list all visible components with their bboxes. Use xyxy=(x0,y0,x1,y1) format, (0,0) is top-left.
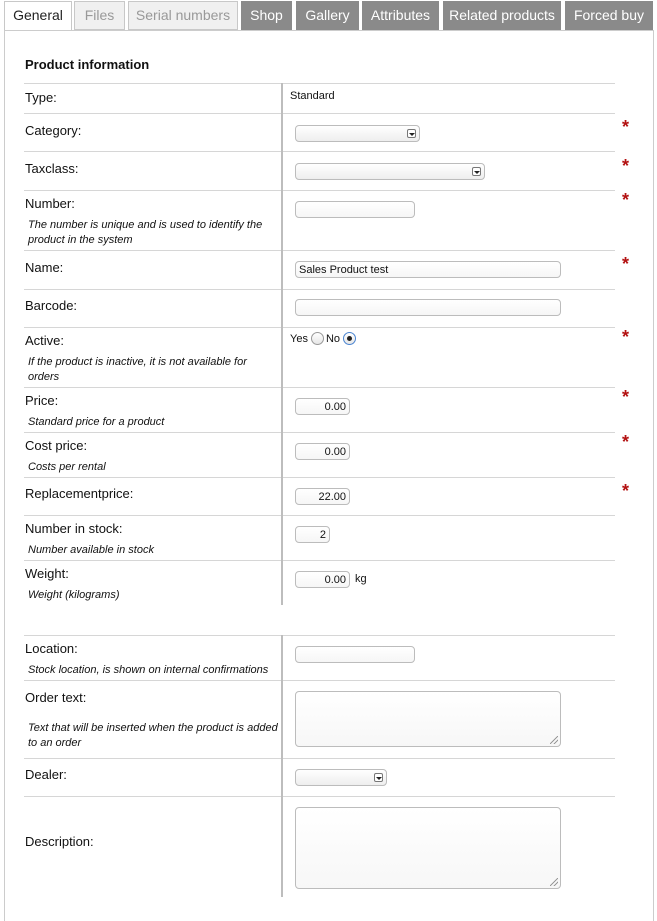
barcode-input[interactable] xyxy=(295,299,561,316)
active-radio-group xyxy=(290,332,358,345)
active-hint: If the product is inactive, it is not available for orders xyxy=(28,356,247,383)
divider xyxy=(24,113,615,114)
column-divider xyxy=(281,635,283,897)
order-text-textarea[interactable] xyxy=(295,691,561,747)
tab-general[interactable]: General xyxy=(4,1,72,31)
location-hint: Stock location, is shown on internal confirmations xyxy=(28,664,269,676)
required-icon: * xyxy=(622,254,630,274)
taxclass-label: Taxclass: xyxy=(25,161,79,176)
divider xyxy=(24,635,615,636)
chevron-down-icon xyxy=(472,167,481,176)
price-input[interactable] xyxy=(295,398,350,415)
required-icon: * xyxy=(622,117,630,137)
order-text-hint: Text that will be inserted when the product is added to an order xyxy=(28,722,278,749)
divider xyxy=(24,83,615,84)
stock-input[interactable] xyxy=(295,526,330,543)
replacement-price-label: Replacementprice: xyxy=(25,486,134,501)
required-icon: * xyxy=(622,432,630,452)
name-input[interactable] xyxy=(295,261,561,278)
description-label: Description: xyxy=(25,834,94,849)
category-label: Category: xyxy=(25,123,82,138)
number-label: Number: xyxy=(25,196,75,211)
number-input[interactable] xyxy=(295,201,415,218)
description-textarea[interactable] xyxy=(295,807,561,889)
resize-grip-icon[interactable] xyxy=(550,736,558,744)
divider xyxy=(24,432,615,433)
required-icon: * xyxy=(622,327,630,347)
name-label: Name: xyxy=(25,260,64,275)
dealer-select[interactable] xyxy=(295,769,387,786)
taxclass-select[interactable] xyxy=(295,163,485,180)
active-yes-radio[interactable] xyxy=(311,332,324,345)
dealer-label: Dealer: xyxy=(25,767,67,782)
divider xyxy=(24,327,615,328)
column-divider xyxy=(281,83,283,605)
cost-price-input[interactable] xyxy=(295,443,350,460)
divider xyxy=(24,680,615,681)
replacement-price-input[interactable] xyxy=(295,488,350,505)
tab-attributes[interactable]: Attributes xyxy=(362,1,439,30)
required-icon: * xyxy=(622,481,630,501)
divider xyxy=(24,387,615,388)
order-text-label: Order text: xyxy=(25,690,87,705)
resize-grip-icon[interactable] xyxy=(550,878,558,886)
tab-forced-buy[interactable]: Forced buy xyxy=(565,1,653,30)
divider xyxy=(24,477,615,478)
chevron-down-icon xyxy=(407,129,416,138)
tab-gallery[interactable]: Gallery xyxy=(296,1,359,30)
active-yes-label: Yes xyxy=(290,332,308,345)
number-hint: The number is unique and is used to identify the product in the system xyxy=(28,219,263,246)
weight-input[interactable] xyxy=(295,571,350,588)
chevron-down-icon xyxy=(374,773,383,782)
cost-price-hint: Costs per rental xyxy=(28,461,106,473)
divider xyxy=(24,796,615,797)
price-label: Price: xyxy=(25,393,59,408)
tab-files[interactable]: Files xyxy=(74,1,125,30)
type-value: Standard xyxy=(290,90,335,102)
stock-hint: Number available in stock xyxy=(28,544,154,556)
required-icon: * xyxy=(622,156,630,176)
weight-hint: Weight (kilograms) xyxy=(28,589,120,601)
divider xyxy=(24,250,615,251)
required-icon: * xyxy=(622,387,630,407)
divider xyxy=(24,560,615,561)
divider xyxy=(24,758,615,759)
weight-label: Weight: xyxy=(25,566,69,581)
tab-shop[interactable]: Shop xyxy=(241,1,292,30)
type-label: Type: xyxy=(25,90,57,105)
divider xyxy=(24,515,615,516)
tab-bar xyxy=(0,0,657,31)
location-input[interactable] xyxy=(295,646,415,663)
stock-label: Number in stock: xyxy=(25,521,123,536)
active-no-label: No xyxy=(325,332,341,345)
divider xyxy=(24,151,615,152)
active-no-radio[interactable] xyxy=(343,332,356,345)
divider xyxy=(24,190,615,191)
tab-related-products[interactable]: Related products xyxy=(443,1,561,30)
weight-unit: kg xyxy=(355,573,367,585)
section-title: Product information xyxy=(25,57,150,72)
price-hint: Standard price for a product xyxy=(28,416,165,428)
cost-price-label: Cost price: xyxy=(25,438,88,453)
category-select[interactable] xyxy=(295,125,420,142)
barcode-label: Barcode: xyxy=(25,298,78,313)
location-label: Location: xyxy=(25,641,78,656)
divider xyxy=(24,289,615,290)
tab-serial-numbers[interactable]: Serial numbers xyxy=(128,1,238,30)
active-label: Active: xyxy=(25,333,65,348)
required-icon: * xyxy=(622,190,630,210)
